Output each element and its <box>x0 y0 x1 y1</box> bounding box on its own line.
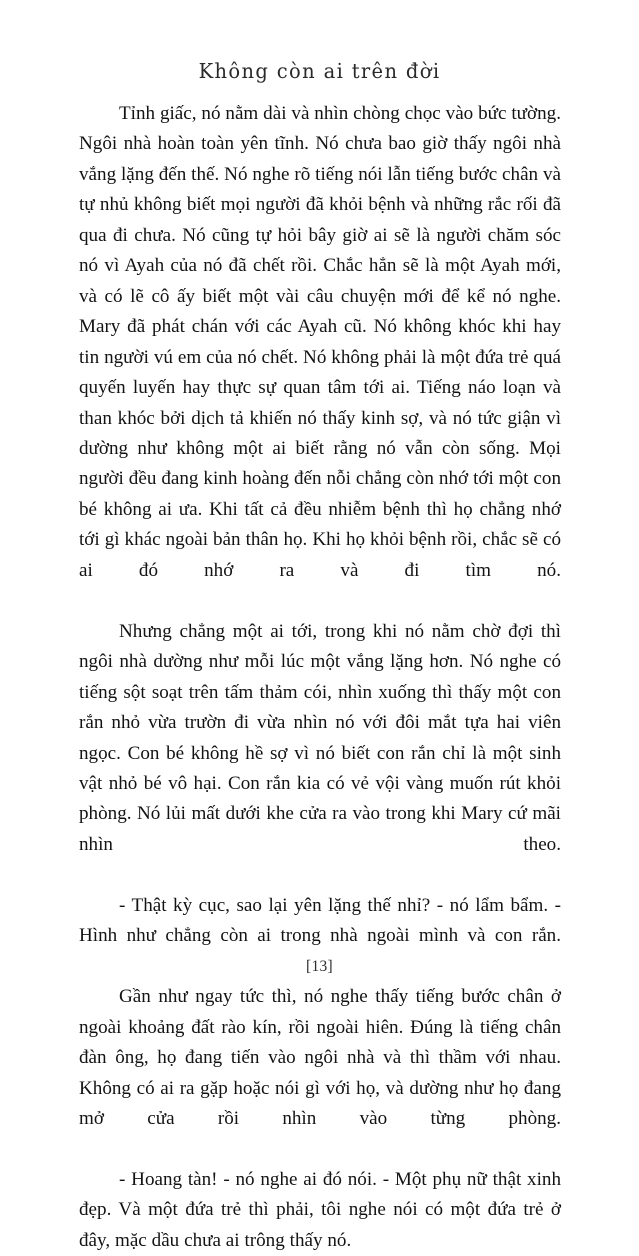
page-number: [13] <box>305 958 334 975</box>
body-text-block <box>79 99 561 1256</box>
paragraph: Tỉnh giấc, nó nằm dài và nhìn chòng chọc vào bức tường. Ngôi nhà hoàn toàn yên tĩnh. Nó chưa bao giờ thấy ngôi nhà vắng lặng đến thế. Nó nghe rõ tiếng nói lẫn tiếng bước chân và tự nhủ không biết mọi người đã khỏi bệnh và những rắc rối đã qua đi chưa. Nó cũng tự hỏi bây giờ ai sẽ là người chăm sóc nó vì Ayah của nó đã chết rồi. Chắc hẳn sẽ là một Ayah mới, và có lẽ cô ấy biết một vài câu chuyện mới để kể nó nghe. Mary đã phát chán với các Ayah cũ. Nó không khóc khi hay tin người vú em của nó chết. Nó không phải là một đứa trẻ quá quyến luyến hay thực sự quan tâm tới ai. Tiếng náo loạn và than khóc bởi dịch tả khiến nó thấy kinh sợ, và nó tức giận vì dường như không một ai biết rằng nó vẫn còn sống. Mọi người đều đang kinh hoàng đến nỗi chẳng còn nhớ tới một con bé không ai ưa. Khi tất cả đều nhiễm bệnh thì họ chẳng nhớ tới gì khác ngoài bản thân họ. Khi họ khỏi bệnh rồi, chắc sẽ có ai đó nhớ ra và đi tìm nó. <box>79 103 561 581</box>
running-header-title: Không còn ai trên đời <box>198 59 441 83</box>
paragraph: - Thật kỳ cục, sao lại yên lặng thế nhỉ? - nó lẩm bẩm. - Hình như chẳng còn ai trong nhà ngoài mình và con rắn. <box>79 894 561 947</box>
paragraph: Gần như ngay tức thì, nó nghe thấy tiếng bước chân ở ngoài khoảng đất rào kín, rồi ngoài hiên. Đúng là tiếng chân đàn ông, họ đang tiến vào ngôi nhà và thì thầm với nhau. Không có ai ra gặp hoặc nói gì với họ, và dường như họ đang mở cửa rồi nhìn vào từng phòng. <box>79 986 561 1129</box>
paragraph: - Hoang tàn! - nó nghe ai đó nói. - Một phụ nữ thật xinh đẹp. Và một đứa trẻ thì phải, tôi nghe nói có một đứa trẻ ở đây, mặc dầu chưa ai trông thấy nó. <box>79 1168 561 1251</box>
paragraph: Nhưng chẳng một ai tới, trong khi nó nằm chờ đợi thì ngôi nhà dường như mỗi lúc một vắng lặng hơn. Nó nghe có tiếng sột soạt trên tấm thảm cói, nhìn xuống thì thấy một con rắn nhỏ vừa trườn đi vừa nhìn nó với đôi mắt tựa hai viên ngọc. Con bé không hề sợ vì nó biết con rắn chỉ là một sinh vật nhỏ bé vô hại. Con rắn kia có vẻ vội vàng muốn rút khỏi phòng. Nó lủi mất dưới khe cửa ra vào trong khi Mary cứ mãi nhìn theo. <box>79 620 561 855</box>
